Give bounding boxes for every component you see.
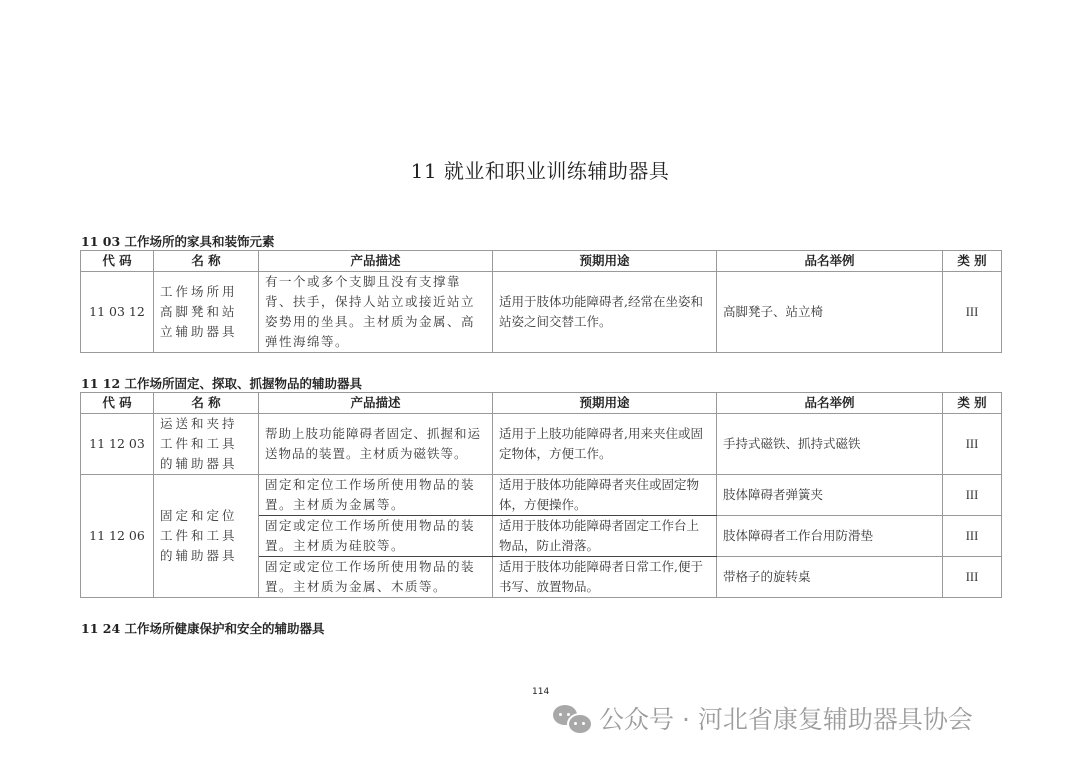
cell-code: 11 03 12	[81, 272, 154, 353]
header-description: 产品描述	[259, 251, 493, 272]
cell-examples: 高脚凳子、站立椅	[717, 272, 943, 353]
cell-intended-use: 适用于肢体功能障碍者日常工作,便于书写、放置物品。	[493, 557, 717, 598]
watermark	[553, 700, 973, 736]
cell-description: 有一个或多个支脚且没有支撑靠背、扶手，保持人站立或接近站立姿势用的坐具。主材质为金属、高弹性海绵等。	[259, 272, 493, 353]
cell-intended-use: 适用于上肢功能障碍者,用来夹住或固定物体，方便工作。	[493, 414, 717, 475]
table-header-row	[81, 251, 1002, 272]
table-header-row	[81, 393, 1002, 414]
cell-category: III	[943, 557, 1002, 598]
header-description: 产品描述	[259, 393, 493, 414]
table-row	[81, 272, 1002, 353]
cell-examples: 手持式磁铁、抓持式磁铁	[717, 414, 943, 475]
header-intended-use: 预期用途	[493, 251, 717, 272]
cell-intended-use: 适用于肢体功能障碍者固定工作台上物品，防止滑落。	[493, 516, 717, 557]
table-1103	[80, 250, 1002, 353]
section-title-1112: 11 12 工作场所固定、探取、抓握物品的辅助器具	[81, 376, 362, 391]
header-category: 类 别	[943, 393, 1002, 414]
header-category: 类 别	[943, 251, 1002, 272]
cell-category: III	[943, 475, 1002, 516]
watermark-text: 公众号 · 河北省康复辅助器具协会	[599, 705, 973, 734]
cell-code: 11 12 03	[81, 414, 154, 475]
cell-category: III	[943, 272, 1002, 353]
cell-description: 固定或定位工作场所使用物品的装置。主材质为金属、木质等。	[259, 557, 493, 598]
chapter-title: 11 就业和职业训练辅助器具	[410, 159, 670, 183]
cell-name: 运送和夹持工件和工具的辅助器具	[154, 414, 259, 475]
cell-code: 11 12 06	[81, 475, 154, 598]
table-1112	[80, 392, 1002, 598]
cell-name: 固定和定位工件和工具的辅助器具	[154, 475, 259, 598]
cell-category: III	[943, 414, 1002, 475]
cell-examples: 肢体障碍者工作台用防滑垫	[717, 516, 943, 557]
cell-examples: 带格子的旋转桌	[717, 557, 943, 598]
section-title-1124: 11 24 工作场所健康保护和安全的辅助器具	[81, 621, 325, 636]
header-intended-use: 预期用途	[493, 393, 717, 414]
cell-description: 帮助上肢功能障碍者固定、抓握和运送物品的装置。主材质为磁铁等。	[259, 414, 493, 475]
header-name: 名 称	[154, 251, 259, 272]
cell-description: 固定和定位工作场所使用物品的装置。主材质为金属等。	[259, 475, 493, 516]
header-examples: 品名举例	[717, 251, 943, 272]
table-row	[81, 475, 1002, 516]
section-title-1103: 11 03 工作场所的家具和装饰元素	[81, 234, 275, 249]
page-number: 114	[532, 687, 550, 697]
cell-intended-use: 适用于肢体功能障碍者夹住或固定物体，方便操作。	[493, 475, 717, 516]
header-code: 代 码	[81, 251, 154, 272]
header-code: 代 码	[81, 393, 154, 414]
cell-category: III	[943, 516, 1002, 557]
table-row	[81, 414, 1002, 475]
cell-intended-use: 适用于肢体功能障碍者,经常在坐姿和站姿之间交替工作。	[493, 272, 717, 353]
header-examples: 品名举例	[717, 393, 943, 414]
cell-name: 工作场所用高脚凳和站立辅助器具	[154, 272, 259, 353]
cell-examples: 肢体障碍者弹簧夹	[717, 475, 943, 516]
cell-description: 固定或定位工作场所使用物品的装置。主材质为硅胶等。	[259, 516, 493, 557]
header-name: 名 称	[154, 393, 259, 414]
wechat-icon	[553, 703, 591, 733]
